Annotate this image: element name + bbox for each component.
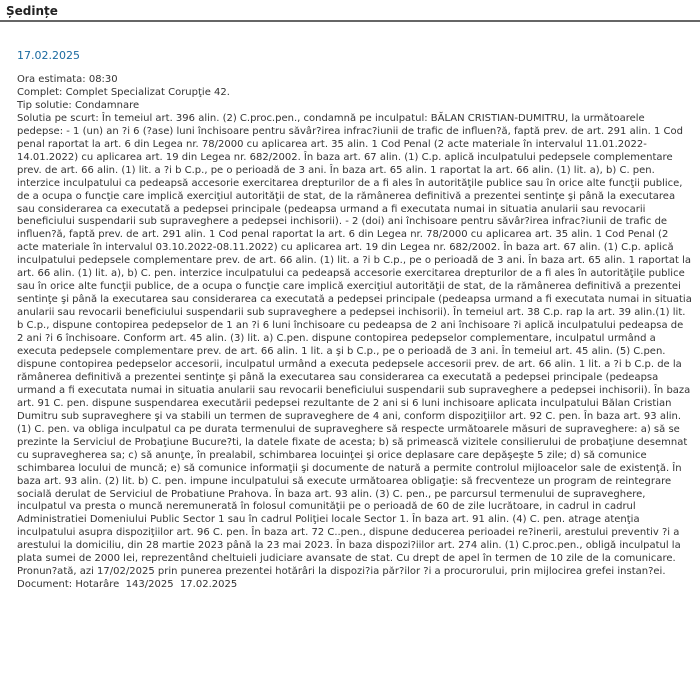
solution-summary-text: În temeiul art. 396 alin. (2) C.proc.pen., condamnă pe inculpatul: BĂLAN CRISTIAN-DUMITRU, la următoarele pedepse: - 1 (un) an ?i 6 (?ase) luni închisoare pentru săvâr?irea infrac?iunii de trafic de influen?ă, faptă prev. de art. 291 alin. 1 Cod penal raportat la art. 6 din Legea nr. 78/2000 cu aplicarea art. 35 alin. 1 Cod Penal (2 acte materiale în intervalul 11.01.2022-14.01.2022) cu aplicarea art. 19 din Legea nr. 682/2002. În baza art. 67 alin. (1) C.p. aplică inculpatului pedepsele complementare prev. de art. 66 alin. (1) lit. a ?i b C.p., pe o perioadă de 3 ani. În baza art. 65 alin. 1 raportat la art. 66 alin. (1) lit. a), b) C. pen. interzice inculpatului ca pedeapsă accesorie exercitarea drepturilor de a fi ales în autorităţile publice sau în orice alte funcţii publice, de a ocupa o funcţie care implică exerciţiul autorităţii de stat, de la rămânerea definitivă a prezentei sentinţe şi până la executarea sau considerarea ca executată a pedepsei principale (pedeapsa urmand a fi executata numai in situatia anularii sau revocarii beneficiului suspendarii sub supraveghere a pedepsei inchisorii). - 2 (doi) ani închisoare pentru săvâr?irea infrac?iunii de trafic de influen?ă, faptă prev. de art. 291 alin. 1 Cod penal raportat la art. 6 din Legea nr. 78/2000 cu aplicarea art. 35 alin. 1 Cod Penal (2 acte materiale în intervalul 03.10.2022-08.11.2022) cu aplicarea art. 19 din Legea nr. 682/2002. În baza art. 67 alin. (1) C.p. aplică inculpatului pedepsele complementare prev. de art. 66 alin. (1) lit. a ?i b C.p., pe o perioadă de 3 ani. În baza art. 65 alin. 1 raportat la art. 66 alin. (1) lit. a), b) C. pen. interzice inculpatului ca pedeapsă accesorie exercitarea drepturilor de a fi ales în autorităţile publice sau în orice alte funcţii publice, de a ocupa o funcţie care implică exerciţiul autorităţii de stat, de la rămânerea definitivă a prezentei sentinţe şi până la executarea sau considerarea ca executată a pedepsei principale (pedeapsa urmand a fi executata numai in situatia anularii sau revocarii beneficiului suspendarii sub supraveghere a pedepsei inchisorii). În temeiul art. 38 C.p. rap la art. 39 alin.(1) lit. b C.p., dispune contopirea pedepselor de 1 an ?i 6 luni închisoare cu pedeapsa de 2 ani închisoare ?i aplică inculpatului pedeapsa de 2 ani ?i 6 închisoare. Conform art. 45 alin. (3) lit. a) C.pen. dispune contopirea pedepselor complementare, inculpatul urmând a executa pedepsele complementare prev. de art. 66 alin. 1 lit. a şi b C.p., pe o perioadă de 3 ani. În temeiul art. 45 alin. (5) C.pen. dispune contopirea pedepselor accesorii, inculpatul urmând a executa pedepsele accesorii prev. de art. 66 alin. 1 lit. a ?i b C.p. de la rămânerea definitivă a prezentei sentinţe şi până la executarea sau considerarea ca executată a pedepsei principale (pedeapsa urmand a fi executata numai in situatia anularii sau revocarii beneficiului suspendarii sub supraveghere a pedepsei inchisorii). În baza art. 91 C. pen. dispune suspendarea executării pedepsei rezultante de 2 ani si 6 luni inchisoare aplicata inculpatului Bălan Cristian Dumitru sub supraveghere şi va stabili un termen de supraveghere de 4 ani, conform dispoziţiilor art. 92 C. pen. În baza art. 93 alin. (1) C. pen. va obliga inculpatul ca pe durata termenului de supraveghere să respecte următoarele măsuri de supraveghere: a) să se prezinte la Serviciul de Probaţiune Bucure?ti, la datele fixate de acesta; b) să primească vizitele consilierului de probaţiune desemnat cu supravegherea sa; c) să anunţe, în prealabil, schimbarea locuinţei şi orice deplasare care depăşeşte 5 zile; d) să comunice schimbarea locului de muncă; e) să comunice informaţii şi documente de natură a permite controlul mijloacelor sale de existenţă. În baza art. 93 alin. (2) lit. b) C. pen. impune inculpatului să execute următoarea obligaţie: să frecventeze un program de reintegrare socială derulat de Serviciul de Probatiune Prahova. În baza art. 93 alin. (3) C. pen., pe parcursul termenului de supraveghere, inculpatul va presta o muncă neremunerată în folosul comunităţii pe o perioadă de 60 de zile lucrătoare, in cadrul in cadrul Administratiei Domeniului Public Sector 1 sau în cadrul Poliţiei locale Sector 1. În baza art. 91 alin. (4) C. pen. atrage atenţia inculpatului asupra dispoziţiilor art. 96 C. pen. În baza art. 72 C..pen., dispune deducerea perioadei re?inerii, arestului preventiv ?i a arestului la domiciliu, din 28 martie 2023 până la 23 mai 2023. În baza dispozi?iilor art. 274 alin. (1) C.proc.pen., obligă inculpatul la plata sumei de 2000 lei, reprezentând cheltuieli judiciare avansate de stat. Cu drept de apel în termen de 10 zile de la comunicare. Pronun?ată, azi 17/02/2025 prin punerea prezentei hotărâri la dispozi?ia păr?ilor ?i a procurorului, prin mijlocirea grefei instan?ei.: [17, 112, 696, 578]
solution-summary-row: [17, 112, 696, 579]
estimated-time-value: 08:30: [88, 74, 118, 85]
solution-type-label: Tip solutie:: [17, 99, 75, 111]
panel-row: [17, 87, 692, 100]
section-title: Ședințe: [0, 0, 700, 22]
solution-summary-label: Solutia pe scurt:: [17, 112, 102, 124]
solution-type-value: Condamnare: [74, 99, 140, 111]
panel-label: Complet:: [17, 86, 66, 98]
document-value: Hotarâre 143/2025 17.02.2025: [75, 579, 238, 591]
panel-value: Complet Specializat Corupţie 42.: [65, 86, 230, 98]
estimated-time-row: [17, 74, 692, 87]
solution-type-row: [17, 100, 692, 113]
estimated-time-label: Ora estimata:: [17, 74, 89, 85]
document-row: [17, 579, 692, 592]
document-label: Document:: [17, 579, 76, 591]
hearing-entry: [0, 49, 700, 592]
hearing-date: 17.02.2025: [17, 49, 80, 62]
